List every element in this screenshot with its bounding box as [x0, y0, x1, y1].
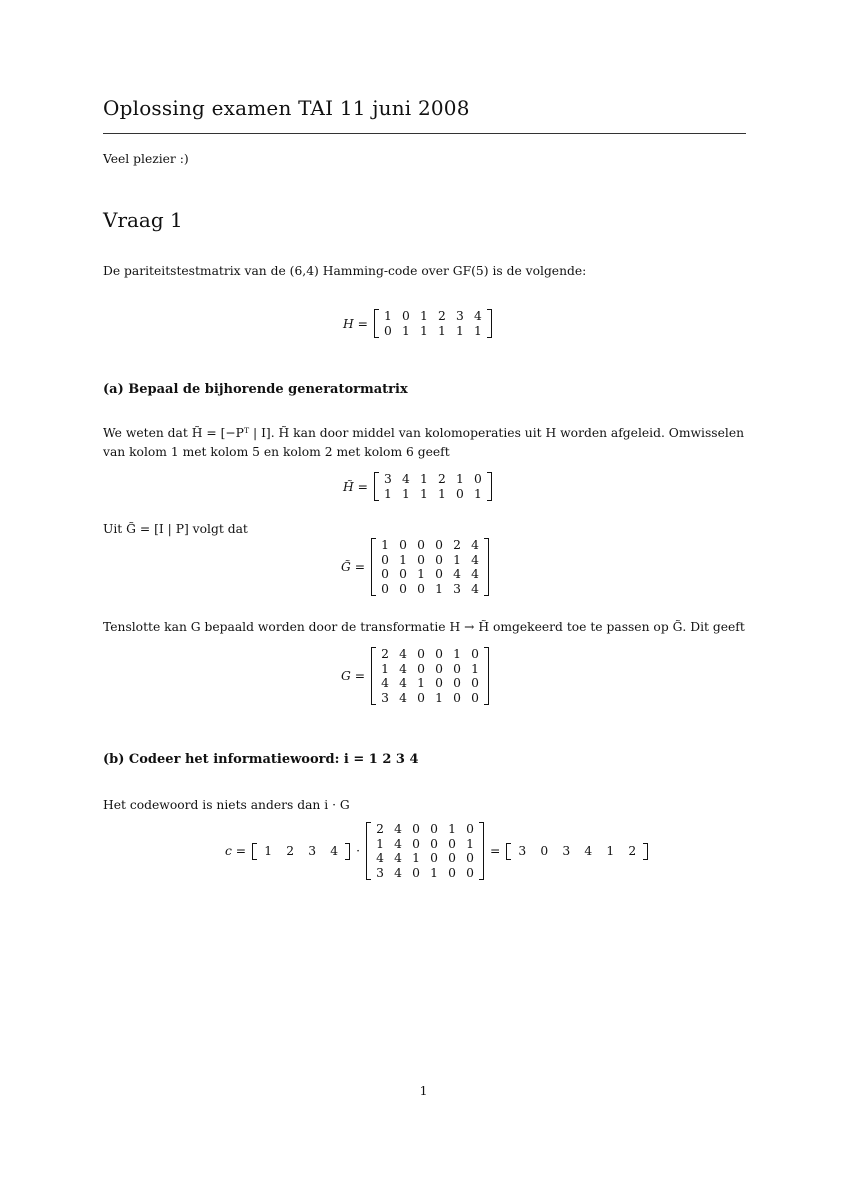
matrix-entry: 0: [471, 676, 479, 690]
matrix-entry: 1: [466, 836, 474, 851]
vector-entry: 0: [540, 844, 549, 858]
matrix-entry: 0: [381, 581, 389, 596]
matrix-entry: 3: [381, 690, 389, 705]
matrix-entry: 0: [399, 567, 407, 581]
matrix-entry: 4: [394, 865, 402, 880]
matrix-entry: 1: [471, 661, 479, 676]
matrix-entry: 0: [448, 836, 456, 851]
matrix-entry: 4: [471, 567, 479, 581]
matrix-entry: 1: [384, 486, 392, 501]
equation-G-tilde: [341, 538, 489, 596]
matrix-entry: 1: [456, 472, 464, 486]
matrix-H: [374, 309, 492, 338]
matrix-entry: 0: [412, 822, 420, 836]
matrix-entry: 0: [399, 538, 407, 552]
matrix-entry: 1: [412, 851, 420, 865]
matrix-entry: 0: [474, 472, 482, 486]
matrix-entry: 0: [435, 661, 443, 676]
vector-entry: 1: [264, 844, 273, 858]
matrix-entry: 1: [456, 323, 464, 338]
matrix-entry: 1: [381, 538, 389, 552]
paragraph-a-1: We weten dat H̃ = [−Pᵀ | I]. H̃ kan door middel van kolomoperaties uit H worden afgeleid. Omwisselen van kolom 1 met kolom 5 en kolom 2 met kolom 6 geeft: [103, 426, 745, 459]
matrix-entry: 0: [435, 676, 443, 690]
matrix-entry: 1: [430, 865, 438, 880]
matrix-entry: 1: [402, 486, 410, 501]
matrix-entry: 1: [448, 822, 456, 836]
equation-codeword: [225, 822, 648, 880]
vector-entry: 2: [628, 844, 637, 858]
matrix-entry: 4: [376, 851, 384, 865]
matrix-entry: 4: [399, 647, 407, 661]
equation-H: [343, 309, 492, 338]
matrix-entry: 0: [448, 865, 456, 880]
matrix-G-tilde: [371, 538, 489, 596]
matrix-G-product: [366, 822, 484, 880]
title-divider: [103, 133, 746, 134]
matrix-entry: 4: [399, 690, 407, 705]
section-heading-vraag-1: Vraag 1: [103, 208, 183, 232]
equation-label: H̃ =: [343, 479, 368, 494]
matrix-entry: 1: [435, 581, 443, 596]
matrix-entry: 2: [438, 472, 446, 486]
equation-H-tilde: [343, 472, 492, 501]
vector-entry: 3: [518, 844, 527, 858]
matrix-entry: 0: [471, 690, 479, 705]
matrix-entry: 0: [466, 822, 474, 836]
matrix-entry: 4: [402, 472, 410, 486]
paragraph-a-3: Tenslotte kan G bepaald worden door de transformatie H → H̃ omgekeerd toe te passen op G̃. Dit geeft: [103, 620, 745, 634]
matrix-entry: 1: [474, 323, 482, 338]
dot-operator: ·: [356, 844, 361, 858]
vector-entry: 4: [330, 844, 339, 858]
matrix-entry: 2: [438, 309, 446, 323]
matrix-entry: 4: [394, 822, 402, 836]
matrix-entry: 3: [453, 581, 461, 596]
matrix-entry: 0: [417, 661, 425, 676]
matrix-entry: 4: [399, 676, 407, 690]
matrix-entry: 0: [453, 661, 461, 676]
matrix-entry: 1: [438, 486, 446, 501]
matrix-entry: 0: [417, 647, 425, 661]
matrix-entry: 1: [420, 486, 428, 501]
equation-G: [341, 647, 489, 705]
matrix-H-tilde: [374, 472, 492, 501]
matrix-entry: 0: [456, 486, 464, 501]
matrix-entry: 4: [394, 836, 402, 851]
matrix-entry: 4: [453, 567, 461, 581]
equation-label: H =: [343, 316, 368, 331]
matrix-entry: 1: [435, 690, 443, 705]
matrix-entry: 1: [420, 323, 428, 338]
matrix-entry: 3: [456, 309, 464, 323]
matrix-entry: 0: [402, 309, 410, 323]
matrix-entry: 1: [402, 323, 410, 338]
vector-entry: 3: [308, 844, 317, 858]
matrix-entry: 1: [376, 836, 384, 851]
equation-label: c =: [225, 844, 247, 858]
matrix-entry: 4: [471, 538, 479, 552]
matrix-entry: 0: [417, 538, 425, 552]
page-title: Oplossing examen TAI 11 juni 2008: [103, 96, 470, 120]
matrix-entry: 4: [471, 552, 479, 567]
matrix-entry: 1: [399, 552, 407, 567]
matrix-entry: 1: [381, 661, 389, 676]
matrix-entry: 0: [381, 567, 389, 581]
matrix-entry: 0: [453, 690, 461, 705]
matrix-entry: 0: [430, 822, 438, 836]
intro-text: Veel plezier :): [103, 152, 189, 166]
matrix-entry: 0: [435, 538, 443, 552]
matrix-entry: 1: [420, 472, 428, 486]
matrix-entry: 0: [412, 865, 420, 880]
matrix-entry: 0: [417, 690, 425, 705]
vector-entry: 3: [562, 844, 571, 858]
vector-i: [252, 843, 350, 860]
equation-label: G =: [341, 669, 366, 683]
question-intro: De pariteitstestmatrix van de (6,4) Hamming-code over GF(5) is de volgende:: [103, 264, 587, 278]
matrix-entry: 0: [453, 676, 461, 690]
matrix-entry: 0: [412, 836, 420, 851]
matrix-entry: 1: [417, 567, 425, 581]
matrix-entry: 1: [453, 552, 461, 567]
matrix-entry: 0: [435, 567, 443, 581]
matrix-entry: 0: [466, 851, 474, 865]
matrix-entry: 0: [430, 851, 438, 865]
matrix-entry: 0: [448, 851, 456, 865]
matrix-entry: 4: [381, 676, 389, 690]
vector-entry: 2: [286, 844, 295, 858]
page-number: 1: [419, 1084, 428, 1098]
matrix-entry: 4: [471, 581, 479, 596]
vector-codeword-result: [506, 843, 648, 860]
matrix-entry: 3: [376, 865, 384, 880]
subsection-heading-b: (b) Codeer het informatiewoord: i = 1 2 3 4: [103, 752, 419, 767]
matrix-entry: 1: [420, 309, 428, 323]
matrix-entry: 1: [438, 323, 446, 338]
matrix-entry: 1: [417, 676, 425, 690]
matrix-entry: 1: [453, 647, 461, 661]
vector-entry: 1: [606, 844, 615, 858]
paragraph-a-2: Uit G̃ = [I | P] volgt dat: [103, 522, 248, 536]
matrix-entry: 2: [453, 538, 461, 552]
matrix-entry: 0: [381, 552, 389, 567]
matrix-entry: 2: [381, 647, 389, 661]
matrix-entry: 1: [474, 486, 482, 501]
matrix-entry: 1: [384, 309, 392, 323]
matrix-entry: 0: [435, 647, 443, 661]
matrix-entry: 0: [417, 552, 425, 567]
matrix-entry: 0: [466, 865, 474, 880]
matrix-entry: 3: [384, 472, 392, 486]
matrix-entry: 0: [435, 552, 443, 567]
equation-label: G̃ =: [341, 560, 366, 574]
matrix-entry: 0: [430, 836, 438, 851]
matrix-entry: 0: [471, 647, 479, 661]
matrix-entry: 2: [376, 822, 384, 836]
matrix-entry: 4: [394, 851, 402, 865]
matrix-entry: 0: [384, 323, 392, 338]
subsection-heading-a: (a) Bepaal de bijhorende generatormatrix: [103, 382, 408, 397]
matrix-entry: 4: [474, 309, 482, 323]
matrix-G: [371, 647, 489, 705]
vector-entry: 4: [584, 844, 593, 858]
matrix-entry: 4: [399, 661, 407, 676]
equals-sign: =: [490, 844, 501, 858]
paragraph-b: Het codewoord is niets anders dan i · G: [103, 798, 350, 812]
matrix-entry: 0: [417, 581, 425, 596]
matrix-entry: 0: [399, 581, 407, 596]
